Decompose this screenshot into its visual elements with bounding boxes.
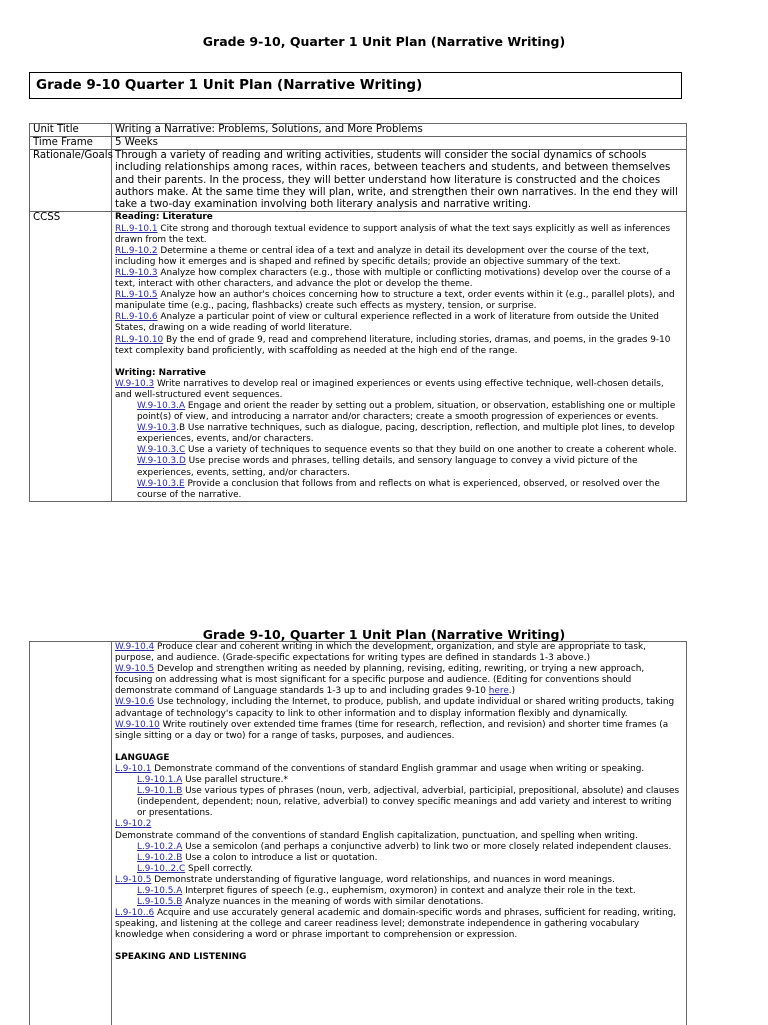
standard-item xyxy=(115,908,683,941)
reading-heading: Reading: Literature xyxy=(115,212,683,223)
standard-text: Analyze how complex characters (e.g., those with multiple or conflicting motivations) develop over the course of a text, interact with other characters, and advance the plot or develop the theme. xyxy=(115,268,671,289)
standard-link[interactable]: RL.9-10.10 xyxy=(115,335,163,345)
unit-title-label: Unit Title xyxy=(30,124,112,137)
standard-link[interactable]: W.9-10.3 xyxy=(137,423,176,433)
standard-item xyxy=(115,642,683,664)
standard-link[interactable]: RL.9-10.2 xyxy=(115,246,158,256)
substandard-item xyxy=(115,864,683,875)
table-row xyxy=(30,124,687,137)
standard-link[interactable]: W.9-10.6 xyxy=(115,697,154,707)
standard-link[interactable]: L.9-10.2.A xyxy=(137,842,182,852)
standard-text: Analyze nuances in the meaning of words with similar denotations. xyxy=(182,897,483,907)
standard-text: .B Use narrative techniques, such as dialogue, pacing, description, reflection, and multiple plot lines, to develop experiences, events, and/or characters. xyxy=(137,423,675,444)
standard-link[interactable]: L.9-10.1.B xyxy=(137,786,182,796)
substandard-item xyxy=(115,445,683,456)
time-frame-value: 5 Weeks xyxy=(112,137,687,150)
standard-text: Develop and strengthen writing as needed by planning, revising, editing, rewriting, or trying a new approach, focusing on addressing what is most significant for a specific purpose and audience. (Editing for conventions should demonstrate command of Language standards 1-3 up to and including grades 9-10 xyxy=(115,664,644,696)
standard-text-block: Demonstrate command of the conventions of standard English capitalization, punctuation, and spelling when writing. xyxy=(115,831,683,842)
standard-link[interactable]: RL.9-10.3 xyxy=(115,268,158,278)
rationale-value: Through a variety of reading and writing activities, students will consider the social dynamics of schools including relationships among races, within races, between teachers and students, and between themselves and their parents. In the process, they will better understand how literature is constructed and the choices authors make. At the same time they will plan, write, and strengthen their own narratives. In the end they will take a two-day examination involving both literary analysis and narrative writing. xyxy=(112,150,687,212)
standard-item xyxy=(115,312,683,334)
standard-link[interactable]: RL.9-10.1 xyxy=(115,224,158,234)
table-row xyxy=(30,137,687,150)
time-frame-label: Time Frame xyxy=(30,137,112,150)
standard-text: Engage and orient the reader by setting out a problem, situation, or observation, establishing one or multiple point(s) of view, and introducing a narrator and/or characters; create a smooth progression of experiences or events. xyxy=(137,401,675,422)
substandard-item xyxy=(115,775,683,786)
standard-link[interactable]: L.9-10.1.A xyxy=(137,775,182,785)
standard-text: Use a colon to introduce a list or quotation. xyxy=(182,853,377,863)
standard-text: Use various types of phrases (noun, verb, adjectival, adverbial, participial, prepositional, absolute) and clauses (independent, dependent; noun, relative, adverbial) to convey specific meanings and add variety and interest to writing or presentations. xyxy=(137,786,679,818)
substandard-item xyxy=(115,479,683,501)
standard-item xyxy=(115,335,683,357)
standard-text: By the end of grade 9, read and comprehend literature, including stories, dramas, and poems, in the grades 9-10 text complexity band proficiently, with scaffolding as needed at the high end of the range. xyxy=(115,335,670,356)
standard-item xyxy=(115,697,683,719)
substandard-item xyxy=(115,401,683,423)
unit-plan-table xyxy=(29,123,687,502)
table-row xyxy=(30,212,687,501)
ccss-standards xyxy=(112,212,687,501)
standard-text: Use parallel structure.* xyxy=(182,775,288,785)
ccss-label: CCSS xyxy=(30,212,112,501)
substandard-item xyxy=(115,786,683,819)
standard-text: Analyze how an author's choices concerning how to structure a text, order events within it (e.g., parallel plots), and manipulate time (e.g., pacing, flashbacks) create such effects as mystery, tension, or surprise. xyxy=(115,290,675,311)
speaking-listening-heading: SPEAKING AND LISTENING xyxy=(115,952,683,963)
standard-text: Produce clear and coherent writing in which the development, organization, and style are appropriate to task, purpose, and audience. (Grade-specific expectations for writing types are defined in standards 1-3 above.) xyxy=(115,642,646,663)
spacer xyxy=(115,357,683,368)
standard-link[interactable]: L.9-10..2.C xyxy=(137,864,185,874)
substandard-item xyxy=(115,886,683,897)
standard-link[interactable]: L.9-10..6 xyxy=(115,908,154,918)
standard-text: Acquire and use accurately general academic and domain-specific words and phrases, sufficient for reading, writing, speaking, and listening at the college and career readiness level; demonstrate independence in gathering vocabulary knowledge when considering a word or phrase important to comprehension or expression. xyxy=(115,908,676,940)
page-header: Grade 9-10, Quarter 1 Unit Plan (Narrative Writing) xyxy=(0,34,768,49)
standard-link[interactable]: RL.9-10.6 xyxy=(115,312,158,322)
table-row xyxy=(30,150,687,212)
standard-text: Demonstrate understanding of figurative language, word relationships, and nuances in word meanings. xyxy=(151,875,614,885)
standard-text: Interpret figures of speech (e.g., euphemism, oxymoron) in context and analyze their role in the text. xyxy=(182,886,635,896)
standard-item xyxy=(115,290,683,312)
standard-item xyxy=(115,875,683,886)
standard-item xyxy=(115,720,683,742)
standard-text: Analyze a particular point of view or cultural experience reflected in a work of literature from outside the United States, drawing on a wide reading of world literature. xyxy=(115,312,659,333)
standard-link[interactable]: W.9-10.3 xyxy=(115,379,154,389)
standard-text: Use a semicolon (and perhaps a conjunctive adverb) to link two or more closely related independent clauses. xyxy=(182,842,671,852)
standard-link[interactable]: W.9-10.5 xyxy=(115,664,154,674)
standard-link[interactable]: W.9-10.10 xyxy=(115,720,160,730)
language-heading: LANGUAGE xyxy=(115,753,683,764)
standard-link[interactable]: W.9-10.3.E xyxy=(137,479,185,489)
standard-text: Use precise words and phrases, telling details, and sensory language to convey a vivid picture of the experiences, events, setting, and/or characters. xyxy=(137,456,637,477)
substandard-item xyxy=(115,456,683,478)
ccss-standards-continued xyxy=(112,642,687,1025)
standard-item xyxy=(115,664,683,697)
spacer xyxy=(115,941,683,952)
spacer xyxy=(115,742,683,753)
standard-link[interactable]: W.9-10.3.C xyxy=(137,445,185,455)
standard-item xyxy=(115,268,683,290)
standard-text: .) xyxy=(509,686,515,696)
standard-link[interactable]: L.9-10.2.B xyxy=(137,853,182,863)
here-link[interactable]: here xyxy=(489,686,509,696)
standard-text: Determine a theme or central idea of a text and analyze in detail its development over the course of the text, including how it emerges and is shaped and refined by specific details; provide an objective summary of the text. xyxy=(115,246,649,267)
standard-link[interactable]: W.9-10.3.D xyxy=(137,456,186,466)
standard-link[interactable]: L.9-10.1 xyxy=(115,764,151,774)
standard-text: Use technology, including the Internet, to produce, publish, and update individual or shared writing products, taking advantage of technology's capacity to link to other information and to display information flexibly and dynamically. xyxy=(115,697,674,718)
ccss-label-continued xyxy=(30,642,112,1025)
substandard-item xyxy=(115,853,683,864)
standard-item xyxy=(115,379,683,401)
unit-plan-title: Grade 9-10 Quarter 1 Unit Plan (Narrative Writing) xyxy=(29,72,682,99)
standard-item xyxy=(115,224,683,246)
standard-link[interactable]: W.9-10.3.A xyxy=(137,401,185,411)
standard-link[interactable]: L.9-10.5 xyxy=(115,875,151,885)
standard-link[interactable]: L.9-10.5.B xyxy=(137,897,182,907)
unit-plan-table-continued xyxy=(29,641,687,1025)
substandard-item xyxy=(115,897,683,908)
standard-text: Write narratives to develop real or imagined experiences or events using effective technique, well-chosen details, and well-structured event sequences. xyxy=(115,379,664,400)
standard-link[interactable]: RL.9-10.5 xyxy=(115,290,158,300)
standard-item xyxy=(115,764,683,775)
rationale-label: Rationale/Goals xyxy=(30,150,112,212)
standard-item xyxy=(115,246,683,268)
substandard-item xyxy=(115,423,683,445)
substandard-item xyxy=(115,842,683,853)
standard-text: Write routinely over extended time frames (time for research, reflection, and revision) and shorter time frames (a single sitting or a day or two) for a range of tasks, purposes, and audiences. xyxy=(115,720,668,741)
writing-heading: Writing: Narrative xyxy=(115,368,683,379)
standard-text: Use a variety of techniques to sequence events so that they build on one another to create a coherent whole. xyxy=(185,445,676,455)
document-page-2 xyxy=(0,600,768,1024)
standard-text: Demonstrate command of the conventions of standard English grammar and usage when writing or speaking. xyxy=(151,764,644,774)
standard-text: Provide a conclusion that follows from and reflects on what is experienced, observed, or resolved over the course of the narrative. xyxy=(137,479,660,500)
page-header: Grade 9-10, Quarter 1 Unit Plan (Narrative Writing) xyxy=(0,627,768,642)
standard-link[interactable]: W.9-10.4 xyxy=(115,642,154,652)
standard-item xyxy=(115,819,683,830)
table-row xyxy=(30,642,687,1025)
standard-link[interactable]: L.9-10.2 xyxy=(115,819,151,829)
standard-text: Cite strong and thorough textual evidence to support analysis of what the text says explicitly as well as inferences drawn from the text. xyxy=(115,224,670,245)
standard-link[interactable]: L.9-10.5.A xyxy=(137,886,182,896)
unit-title-value: Writing a Narrative: Problems, Solutions, and More Problems xyxy=(112,124,687,137)
standard-text: Spell correctly. xyxy=(185,864,253,874)
